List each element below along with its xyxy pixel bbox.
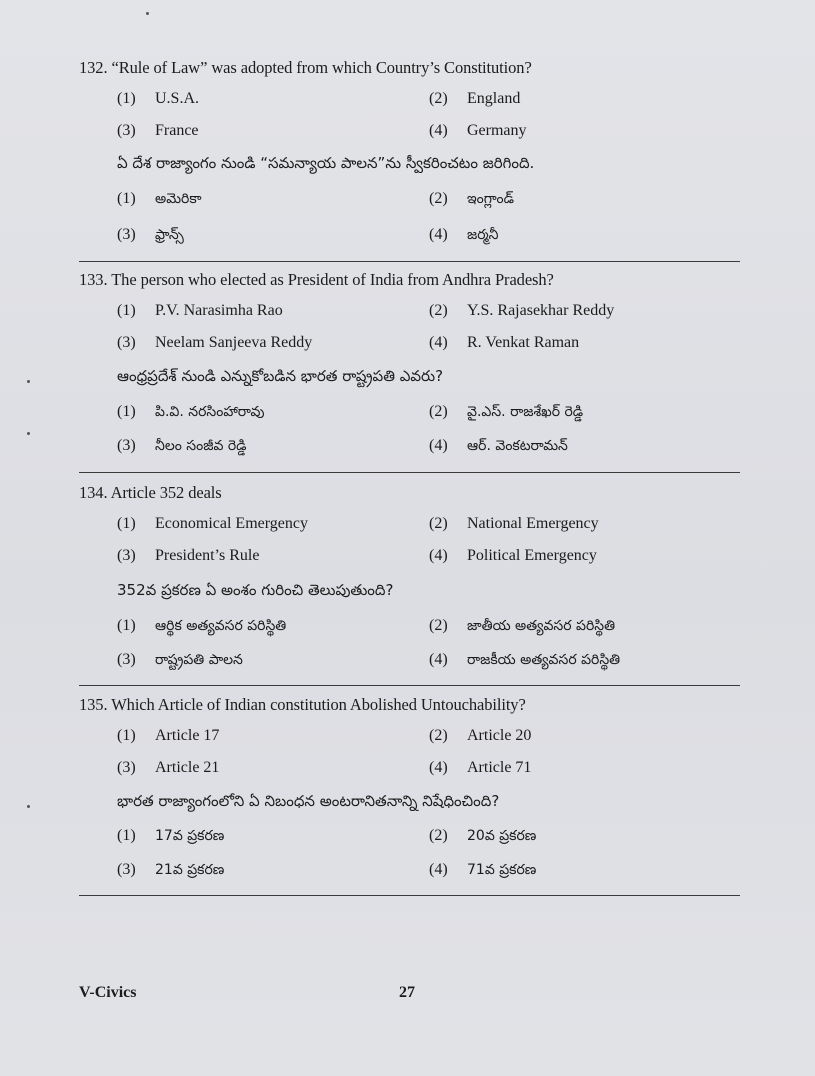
telugu-question-stem: భారత రాజ్యాంగంలోని ఏ నిబంధన అంటరానితనాన్ని నిషేధించింది?: [117, 792, 500, 810]
telugu-option-3: (3) 21వ ప్రకరణ: [117, 861, 225, 878]
telugu-option-1: (1) ఆర్థిక అత్యవసర పరిస్థితి: [117, 617, 287, 634]
telugu-question-stem: ఏ దేశ రాజ్యాంగం నుండి “సమన్యాయ పాలన”ను స్వీకరించటం జరిగింది.: [117, 154, 535, 172]
option-row: [0, 190, 815, 212]
option-row: [0, 226, 815, 248]
option-row: [0, 403, 815, 425]
option-row: [0, 122, 815, 144]
telugu-question-stem: ఆంధ్రప్రదేశ్ నుండి ఎన్నుకోబడిన భారత రాష్ట్రపతి ఎవరు?: [117, 367, 444, 385]
divider: [79, 685, 740, 686]
option-1: (1) P.V. Narasimha Rao: [117, 302, 283, 319]
option-row: [0, 651, 815, 673]
option-1: (1) U.S.A.: [117, 90, 200, 107]
option-row: [0, 617, 815, 639]
option-4: (4) Germany: [429, 122, 527, 139]
telugu-option-2: (2) ఇంగ్లాండ్: [429, 190, 514, 207]
option-row: [0, 437, 815, 459]
question-stem: 133. The person who elected as President of India from Andhra Pradesh?: [79, 270, 554, 289]
option-row: [0, 547, 815, 569]
question-stem: 134. Article 352 deals: [79, 483, 222, 502]
scan-speck: [27, 432, 30, 435]
divider: [79, 261, 740, 262]
telugu-option-1: (1) పి.వి. నరసింహారావు: [117, 403, 265, 420]
option-row: [0, 515, 815, 537]
telugu-option-1: (1) అమెరికా: [117, 190, 202, 207]
telugu-option-4: (4) ఆర్. వెంకటరామన్: [429, 437, 568, 454]
telugu-option-2: (2) జాతీయ అత్యవసర పరిస్థితి: [429, 617, 616, 634]
option-row: [0, 90, 815, 112]
page-number: 27: [399, 984, 415, 1001]
option-1: (1) Economical Emergency: [117, 515, 308, 532]
option-4: (4) Political Emergency: [429, 547, 597, 564]
question-stem: 132. “Rule of Law” was adopted from which Country’s Constitution?: [79, 58, 532, 77]
telugu-option-1: (1) 17వ ప్రకరణ: [117, 827, 225, 844]
telugu-option-4: (4) రాజకీయ అత్యవసర పరిస్థితి: [429, 651, 621, 668]
option-row: [0, 334, 815, 356]
option-3: (3) President’s Rule: [117, 547, 260, 564]
option-2: (2) Y.S. Rajasekhar Reddy: [429, 302, 615, 319]
option-row: [0, 861, 815, 883]
telugu-option-3: (3) నీలం సంజీవ రెడ్డి: [117, 437, 247, 454]
option-row: [0, 759, 815, 781]
telugu-option-3: (3) ఫ్రాన్స్: [117, 226, 184, 243]
divider: [79, 472, 740, 473]
option-4: (4) R. Venkat Raman: [429, 334, 580, 351]
telugu-option-3: (3) రాష్ట్రపతి పాలన: [117, 651, 243, 668]
option-2: (2) Article 20: [429, 727, 532, 744]
telugu-question-stem: 352వ ప్రకరణ ఏ అంశం గురించి తెలుపుతుంది?: [117, 581, 394, 599]
question-stem: 135. Which Article of Indian constitution Abolished Untouchability?: [79, 695, 526, 714]
scan-speck: [146, 12, 149, 15]
telugu-option-4: (4) జర్మనీ: [429, 226, 499, 243]
option-row: [0, 302, 815, 324]
option-2: (2) National Emergency: [429, 515, 599, 532]
option-row: [0, 827, 815, 849]
option-3: (3) Article 21: [117, 759, 220, 776]
telugu-option-2: (2) వై.ఎస్. రాజశేఖర్ రెడ్డి: [429, 403, 584, 420]
option-4: (4) Article 71: [429, 759, 532, 776]
scan-speck: [27, 805, 30, 808]
option-1: (1) Article 17: [117, 727, 220, 744]
option-3: (3) France: [117, 122, 199, 139]
scan-speck: [27, 380, 30, 383]
divider: [79, 895, 740, 896]
footer-subject: V-Civics: [79, 984, 137, 1001]
telugu-option-2: (2) 20వ ప్రకరణ: [429, 827, 537, 844]
telugu-option-4: (4) 71వ ప్రకరణ: [429, 861, 537, 878]
option-2: (2) England: [429, 90, 521, 107]
option-row: [0, 727, 815, 749]
option-3: (3) Neelam Sanjeeva Reddy: [117, 334, 313, 351]
